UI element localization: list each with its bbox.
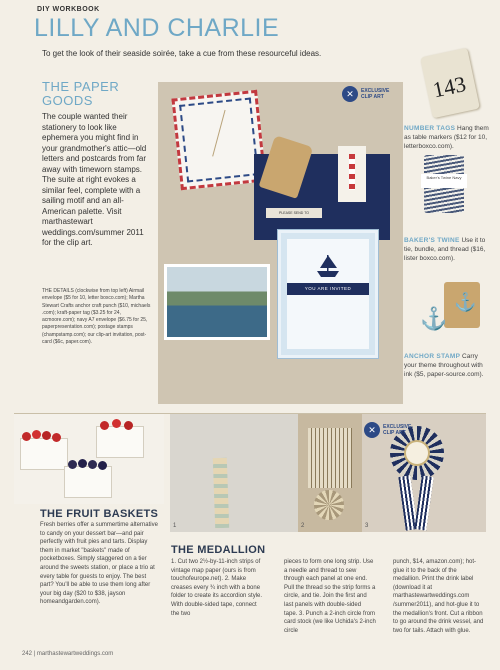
page-dek: To get the look of their seaside soirée, take a cue from these resourceful ideas. [42, 49, 322, 58]
medallion-steps-photo [170, 414, 486, 532]
ship-icon [313, 253, 343, 279]
paper-heading-line1: THE PAPER [42, 79, 120, 94]
x-circle-icon: ✕ [364, 422, 380, 438]
medallion-clip-art-badge [364, 422, 411, 438]
medallion-col-2: pieces to form one long strip. Use a needle and thread to sew through each panel at one end. Pull the thread so the strip forms a circle, and tie. Join the first and last panels with double-sided tape. 3. Punch a 2-inch circle from card stock (we like Uchida's 2-inch circle [284, 559, 376, 634]
paper-heading-line2: GOODS [42, 93, 93, 108]
medallion-clip-line2: CLIP ART [383, 430, 406, 436]
number-tag-photo [420, 48, 480, 119]
navy-envelope-label: PLEASE SEND TO [266, 208, 322, 218]
fruit-baskets-heading: THE FRUIT BASKETS [40, 508, 159, 520]
fruit-baskets-photo [14, 414, 164, 504]
paper-goods-credits: THE DETAILS (clockwise from top left) Airmail envelope ($5 for 10, letter boxco.com); Martha Stewart Crafts anchor craft punch ($10, michaels .com); kraft-paper tag ($3.25 for 24, acmoore.com); navy A7 envelope ($6.75 for 25, paperpresentation.com); postage stamps (champstamp.com); our clip-art invitation, post-card ($6c, paper.com). [42, 288, 151, 346]
stationery-photo [158, 82, 403, 404]
lighthouse-stamp [338, 146, 366, 202]
bakers-twine-text: Use it to tie, bundle, and thread ($16, lister boxco.com). [404, 237, 486, 262]
paper-goods-body: The couple wanted their stationery to look like ephemera you might find in your grandmother's attic—old letters and postcards from far away with timeworn stamps. The suite at right evokes a similar feel, complete with a sailing motif and an all-American palette. Visit marthastewart weddings.com/summer 2011 for the clip art. [42, 112, 147, 247]
paper-goods-heading [42, 80, 119, 108]
bakers-twine-label: BAKER'S TWINE [404, 237, 460, 244]
anchor-stamp-photo [444, 282, 480, 328]
page-footer: 242 | marthastewartweddings.com [22, 651, 114, 657]
invitation-text: YOU ARE INVITED [287, 283, 369, 295]
section-kicker: DIY WORKBOOK [37, 6, 100, 13]
medallion-col-1: 1. Cut two 2½-by-11-inch strips of vintage map paper (ours is from touchofeurope.net). 2. Make creases every ¾ inch with a bone folder to create its accordion style. With double-sided tape, connect the two [171, 559, 263, 617]
step-number-2: 2 [301, 523, 305, 529]
anchor-stamp-label: ANCHOR STAMP [404, 353, 461, 360]
tag-number: 143 [430, 71, 468, 103]
clip-art-line2: CLIP ART [361, 94, 384, 100]
number-tags-label: NUMBER TAGS [404, 125, 456, 132]
lighthouse-postcard [164, 264, 270, 340]
step-number-3: 3 [365, 523, 369, 529]
x-circle-icon: ✕ [342, 86, 358, 102]
number-tags-caption [404, 124, 492, 151]
medallion-heading: THE MEDALLION [171, 544, 266, 556]
medallion-clip-line1: EXCLUSIVE [383, 424, 412, 430]
clip-art-line1: EXCLUSIVE [361, 88, 390, 94]
medallion-col-3: punch, $14, amazon.com); hot-glue it to the back of the medallion. Print the drink label (download it at marthastewartweddings.com /summer2011), and hot-glue it to the medallion's front. Cut a ribbon to go around the drink vessel, and two for tails. Attach with glue. [393, 559, 484, 634]
anchor-stamp-text: Carry your theme throughout with ink ($5, paper-source.com). [404, 353, 484, 378]
anchor-stamp-caption [404, 352, 492, 379]
page-title: LILLY AND CHARLIE [34, 14, 280, 42]
twine-spool-label: Baker's Twine Navy [421, 174, 467, 188]
bakers-twine-caption [404, 236, 492, 263]
number-tags-text: Hang them as table markers ($12 for 10, letterboxco.com). [404, 125, 489, 150]
exclusive-clip-art-badge [342, 86, 389, 102]
anchor-print-icon: ⚓ [420, 306, 448, 331]
invitation-card [278, 230, 378, 358]
step-number-1: 1 [173, 523, 177, 529]
anchor-icon: ⚓ [454, 292, 477, 312]
fruit-baskets-body: Fresh berries offer a summertime alternative to candy on your dessert bar—and pair perfectly with fruit pies and tarts. Display them in market "baskets" made of pocketboxes. Simply staggered on a tier around the sweets station, or place a trio at every table for guests to enjoy. The best part? You'll be able to use them long after your big day ($20 to $38, jayson homeandgarden.com). [40, 522, 158, 606]
